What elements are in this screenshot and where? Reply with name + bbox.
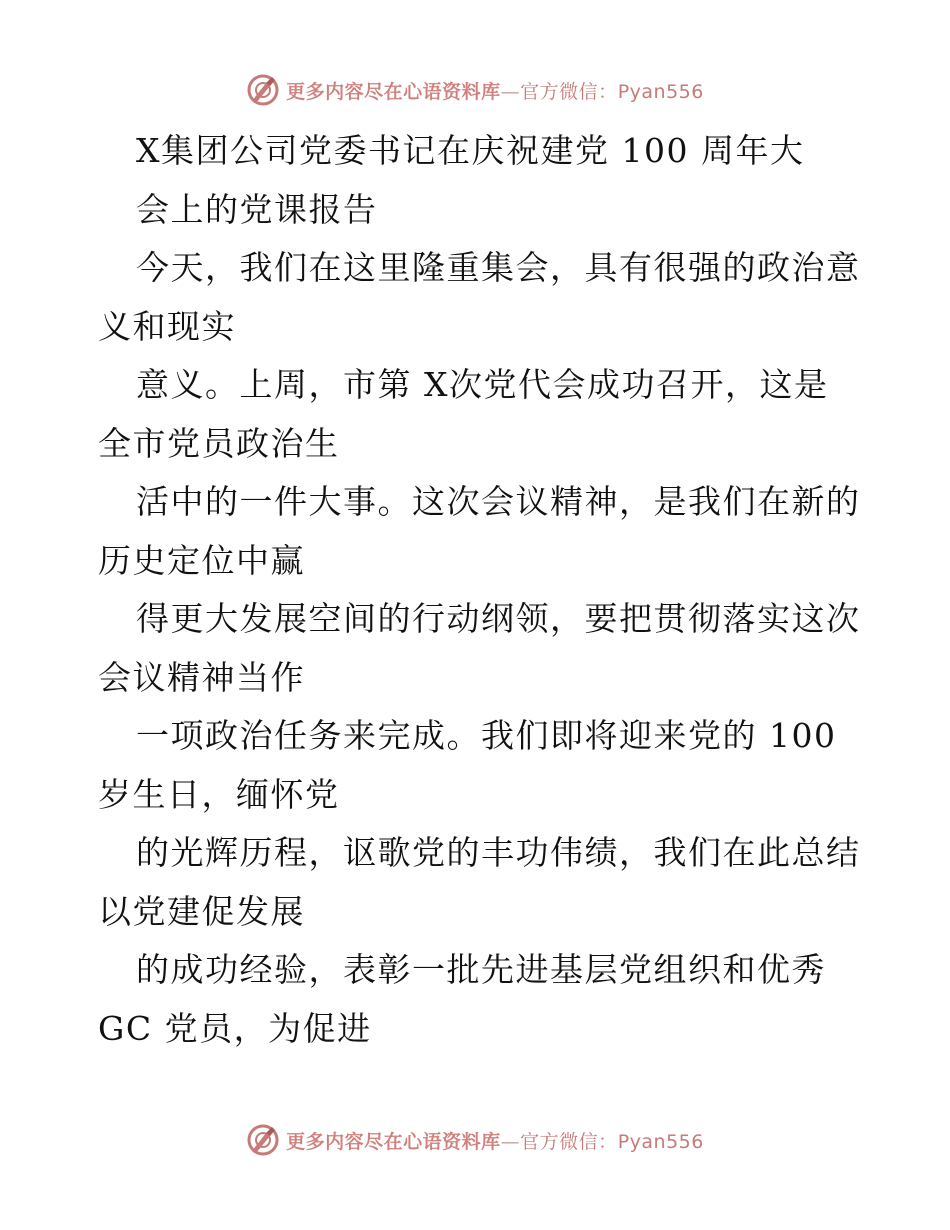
- watermark-brand: 更多内容尽在心语资料库: [286, 1130, 501, 1153]
- document-body: [98, 122, 861, 1058]
- watermark-text: [286, 77, 704, 104]
- paragraph-line: 义和现实: [98, 306, 236, 346]
- paragraph-line: GC 党员，为促进: [98, 1008, 372, 1048]
- seal-logo-icon: [246, 73, 280, 107]
- paragraph-line: 一项政治任务来完成。我们即将迎来党的 100: [136, 716, 837, 755]
- watermark-wechat-id: Pyan556: [617, 80, 704, 103]
- paragraph-line: 历史定位中赢: [98, 540, 305, 580]
- paragraph-line: 意义。上周，市第 X次党代会成功召开，这是: [136, 365, 829, 404]
- paragraph-line: 全市党员政治生: [98, 423, 340, 463]
- watermark-dash: —: [500, 80, 521, 103]
- paragraph-line: 的成功经验，表彰一批先进基层党组织和优秀: [136, 950, 826, 989]
- watermark-dash: —: [500, 1130, 521, 1153]
- watermark-wechat-id: Pyan556: [617, 1130, 704, 1153]
- watermark-text: [286, 1127, 704, 1154]
- title-line-1: X集团公司党委书记在庆祝建党 100 周年大: [136, 131, 805, 170]
- paragraph-line: 以党建促发展: [98, 891, 305, 931]
- paragraph-line: 会议精神当作: [98, 657, 305, 697]
- paragraph-line: 今天，我们在这里隆重集会，具有很强的政治意: [136, 248, 861, 287]
- watermark-suffix: 官方微信：: [520, 80, 618, 103]
- watermark-brand: 更多内容尽在心语资料库: [286, 80, 501, 103]
- paragraph-line: 的光辉历程，讴歌党的丰功伟绩，我们在此总结: [136, 833, 861, 872]
- watermark-suffix: 官方微信：: [520, 1130, 618, 1153]
- footer-watermark: [0, 1120, 950, 1160]
- header-watermark: [0, 70, 950, 110]
- seal-logo-icon: [246, 1123, 280, 1157]
- paragraph-line: 得更大发展空间的行动纲领，要把贯彻落实这次: [136, 599, 861, 638]
- paragraph-line: 活中的一件大事。这次会议精神，是我们在新的: [136, 482, 861, 521]
- paragraph-line: 岁生日，缅怀党: [98, 774, 340, 814]
- title-line-2: 会上的党课报告: [136, 189, 378, 229]
